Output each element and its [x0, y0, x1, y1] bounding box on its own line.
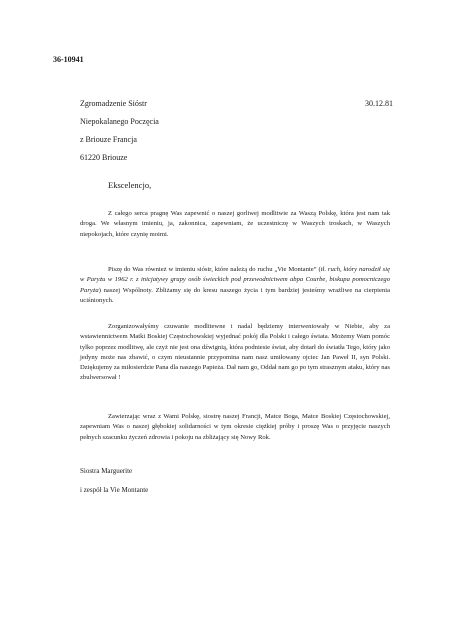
signature-name: Siostra Marguerite [80, 467, 133, 475]
paragraph-2-end: ) naszej Wspólnoty. Zbliżamy się do kresu naszego życia i tym bardziej jesteśmy wrażliwe na cierpienia uciśnionych. [80, 286, 390, 304]
signature-team: i zespół la Vie Montante [80, 486, 149, 494]
sender-line-1: Zgromadzenie Sióstr [80, 99, 147, 108]
paragraph-2 [80, 265, 390, 306]
sender-line-2: Niepokalanego Poczęcia [80, 117, 159, 126]
sender-line-4: 61220 Briouze [80, 153, 128, 162]
paragraph-2-start: Piszę do Was również w imieniu sióstr, które należą do ruchu „Vie Montante” ( [108, 266, 321, 273]
paragraph-4: Zawierzając wraz z Wami Polskę, siostrę naszej Francji, Matce Boga, Matce Boskiej Częstochowskiej, zapewniam Was o naszej głębokiej solidarności w tym okresie ciężkiej próby i proszę Was o przyjęcie naszych pełnych szacunku życzeń zdrowia i pokoju na zbliżający się Nowy Rok. [80, 413, 390, 441]
document-number: 36-10941 [53, 55, 84, 64]
paragraph-2-italic-note: tł. ruch, który narodził się w Paryżu w 1962 r. z inicjatywy grupy osób świeckich pod przewodnictwem abpa Courbe, biskupa pomocniczego Paryża [80, 266, 390, 294]
salutation: Ekscelencjo, [108, 180, 152, 190]
sender-line-3: z Briouze Francja [80, 135, 137, 144]
letter-date: 30.12.81 [365, 99, 393, 108]
paragraph-3: Zorganizowałyśmy czuwanie modlitewne i nadal będziemy interweniowały w Niebie, aby za wstawiennictwem Matki Boskiej Częstochowskiej wyjednać pokój dla Polski i całego świata. Możemy Wam pomóc tylko poprzez modlitwę, ale czyż nie jest ona dźwignią, która podniesie świat, aby dotarł do światła Tego, który jako jedyny może nas zbawić, o czym nieustannie przypomina nam nasz umiłowany ojciec Jan Paweł II, syn Polski. Dziękujemy za miłosierdzie Pana dla naszego Papieża. Dał nam go, Oddał nam go po tym strasznym ataku, który nas zbulwersował ! [80, 323, 390, 382]
paragraph-1: Z całego serca pragnę Was zapewnić o naszej gorliwej modlitwie za Waszą Polskę, która jest nam tak droga. We własnym imieniu, ja, zakonnica, zapewniam, że uczestniczę w Waszych troskach, w Waszych niepokojach, które czynię moimi. [80, 210, 390, 238]
